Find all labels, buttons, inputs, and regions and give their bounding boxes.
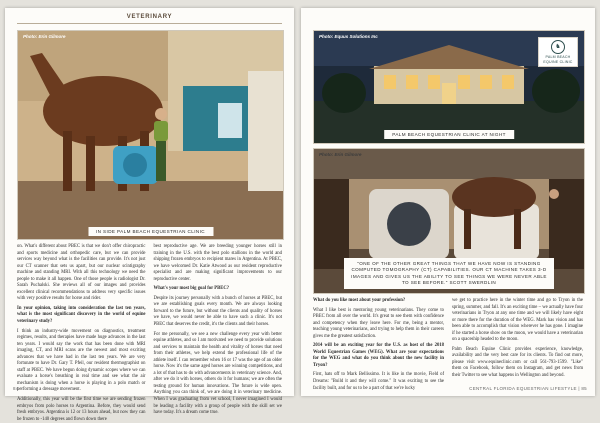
article-column-2 [452,298,583,378]
photo-credit: Photo: Erin Gilmore [319,152,362,157]
article-body [17,244,282,422]
article-paragraph: First, hats off to Mark Bellissimo. It is like in the movie, Field of Dreams: "Build it and they will come." It was exciting to see the facility built, and for us to be a part of that we're lucky [313,372,444,391]
ct-photo-caption [344,258,554,289]
clinic-logo [538,37,578,67]
article-column-1 [313,298,444,391]
interview-question: What's your most big goal for PBEC? [153,286,230,292]
logo-line-2: EQUINE CLINIC [543,59,573,64]
article-paragraph: we get to practice here in the winter time and go to Tryon in the spring, summer, and fall. It's an exciting time – we actually have four veterinarians in Tryon at any one time and we will likely have eight or more there for the duration of the WEG. Mark has vision and has been able to accomplish that vision wherever he has gone. I imagine if he started a horse show on the moon, we would have a veterinarian on a spaceship headed to the moon. [452,298,583,343]
header-rule [17,23,282,24]
page-footer: CENTRAL FLORIDA EQUESTRIAN LIFESTYLE | 85 [469,386,587,391]
section-header-label: VETERINARY [126,14,173,20]
article-column-1 [17,244,146,422]
ct-photo-caption-text: "ONE OF THE OTHER GREAT THINGS THAT WE HAVE NOW IS STANDING COMPUTED TOMOGRAPHY (CT) CAPABILITIES. OUR CT MACHINE TAKES 3-D IMAGES AND GIVES US THE ABILITY TO SEE THINGS WE WERE NEVER ABLE TO SEE BEFORE." SCOTT SWERDLIN [351,261,547,285]
photo-credit: Photo: Erin Gilmore [23,34,66,39]
article-paragraph: I think an industry-wide movement on diagnostics, treatment regimes, results, and therapies have made huge advances in the last ten years. I would say the work that has been done with MRI imaging, CT, and MRI scans are the newest and most exciting advances that we have had in the last ten years. We are very fortunate to have Dr. Gary T. Pfeil, our resident thermographist on staff at PBEC. We have begun doing dynamic scopes where we can evaluate a horse's breathing in real time and see what the air mechanism is doing when a horse is playing in a polo match or performing a dressage movement. [17,328,146,393]
clinic-interior-photo [17,30,284,240]
top-photo-caption-text: PALM BEACH EQUESTRIAN CLINIC AT NIGHT [392,132,506,137]
logo-line-1: PALM BEACH [545,55,571,60]
interview-question: In your opinion, taking into consideration the last ten years, what is the most significant discovery in the world of equine veterinary study? [17,305,146,325]
page-number: 84 [13,386,19,391]
clinic-interior-illustration [18,31,283,239]
photo-caption-text: IN SIDE PALM BEACH EQUESTRIAN CLINIC [95,229,206,234]
right-page [301,8,595,396]
left-page [5,8,294,422]
clinic-night-photo [313,30,585,144]
article-paragraph: Palm Beach Equine Clinic provides experience, knowledge, availability and the very best care for its clients. To find out more, please visit www.equineclinic.com or call 561-793-1599. "Like" them on Facebook, follow them on Instagram, and get news from their Twitter to see what happens in Wellington and beyond. [452,346,583,379]
horse-head-icon: ♞ [555,44,561,51]
article-paragraph: For me personally, we see a new challenge every year with better equine athletes, and so I am motivated we need to provide solutions and services to maintain the health and vitality of horses that need from their athletes, we help extend the professional life of the athlete itself. I can remember when 16 or 17 was the age of an older horse. Now it's the same aged horses are winning competitions, and a lot of that has to do with advancements in veterinary science. And, after we do it with horses, others do it for humans; we are often the testing ground for human innovations. The future is wide open. Anything you can think of, we are doing it in veterinary medicine. When I was graduating from vet school, I never imagined I would be leading a facility with a group of people with the skill set we have today. It's a dream come true. [153,331,282,416]
article-paragraph: best reproductive age. We are breeding younger horses still in training in the U.S. with the best polo stallions in the world and shipping frozen embryos to recipient mares in Argentina. At PBEC, we have welcomed Dr. Katie Atwood as our resident reproductive specialist and are making significant improvements to our reproductive center. [153,244,282,282]
interview-question: What do you like most about your profession? [313,298,406,303]
article-column-2 [153,244,283,416]
ct-scanner-photo [313,148,585,294]
article-paragraph: Despite its journey personally with a bunch of horses at PBEC, but we are establishing goals every month. We are always looking forward to the future, but without the clients and quality of horses we have, we would never be able to have such a clinic. It's not PBEC that deserves the credit, it's the clients and their horses. [153,295,282,328]
logo-seal [551,40,565,54]
article-paragraph: What I like best is mentoring young veterinarians. They come to PBEC from all over the world. It's great to see them with confidence and competency when they leave here. For me, being a mentor, teaching young veterinarians, and trying to help them in their careers gives me the greatest satisfaction. [313,307,444,339]
article-paragraph: on. What's different about PBEC is that we don't offer chiropractic and sports medicine and orthopedic care, but we can provide services way beyond what is the facilities can provide. It's not just our CT scanner that sets us apart, but our nuclear scintigraphy machine and standing MRI. With all this technology we need the people to make it all happen. One of those people is radiologist Dr. Sarah Puchalski. She reviews all of our images and provides excellent clinical recommendations to address very specific issues with very positive results for horse and rider. [17,244,146,302]
article-paragraph: Additionally, this year will be the first time we are sending frozen embryos from polo horses to Argentina. Before, they would send fresh embryos. Argentina is 12 or 13 hours ahead, but now they can be frozen to -140 degrees and flown down there [17,397,146,422]
photo-credit: Photo: Equus Solutions Inc [319,34,378,39]
section-header [17,14,282,24]
interview-question: 2014 will be an exciting year for the U.S. as host of the 2018 World Equestrian Games (WEG). What are your expectations for the WEG and what do you think about the new facility in Tryon? [313,343,444,368]
photo-caption [88,227,213,236]
top-photo-caption [384,130,514,139]
